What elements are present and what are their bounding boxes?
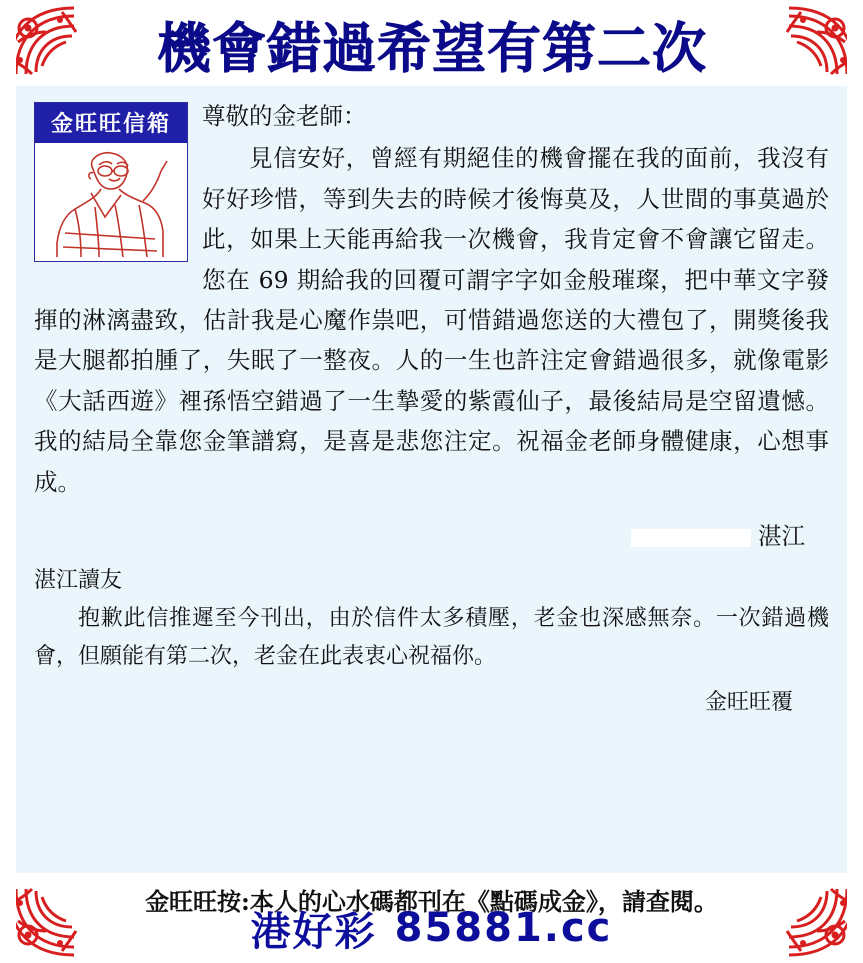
redaction-block bbox=[631, 529, 751, 547]
letter-signature-text: 湛江 bbox=[758, 522, 805, 551]
watermark-left-text: 港好彩 bbox=[250, 908, 377, 955]
right-border-edge bbox=[847, 0, 863, 963]
page-title-text: 機會錯過希望有第二次 bbox=[157, 15, 707, 80]
letter-paragraph-1: 見信安好，曾經有期絕佳的機會擺在我的面前，我沒有好好珍惜，等到失去的時候才後悔莫及，人世間的事莫過於此，如果上天能再給我一次機會，我肯定會不會讓它留走。您在 69 期給我的回覆可謂字字如金般璀璨，把中華文字發揮的淋漓盡致，估計我是心魔作祟吧，可惜錯過您送的大禮包了，開獎後我是大腿都拍腫了，失眠了一整夜。人的一生也許注定會錯過很多，就像電影《大話西遊》裡孫悟空錯過了一生摯愛的紫霞仙子，最後結局是空留遺憾。我的結局全靠您金筆譜寫，是喜是悲您注定。祝福金老師身體健康，心想事成。 bbox=[34, 144, 829, 496]
reply-body: 抱歉此信推遲至今刊出，由於信件太多積壓，老金也深感無奈。一次錯過機會，但願能有第二次，老金在此表衷心祝福你。 bbox=[34, 606, 829, 670]
avatar-header-label: 金旺旺信箱 bbox=[35, 103, 187, 143]
letter-salutation: 尊敬的金老師： bbox=[202, 102, 367, 130]
left-border-edge bbox=[0, 0, 16, 963]
reply-addressee: 湛江讀友 bbox=[34, 568, 123, 594]
page-title bbox=[96, 12, 768, 80]
footer-note: 金旺旺按:本人的心水碼都刊在《點碼成金》，請查閱。 bbox=[145, 887, 718, 916]
avatar bbox=[34, 102, 188, 262]
watermark-right-text: 85881.cc bbox=[394, 905, 613, 951]
letter-signature bbox=[34, 516, 829, 556]
reply-signature: 金旺旺覆 bbox=[704, 689, 793, 715]
letter-content bbox=[16, 86, 847, 873]
man-portrait-illustration-icon bbox=[35, 143, 187, 261]
